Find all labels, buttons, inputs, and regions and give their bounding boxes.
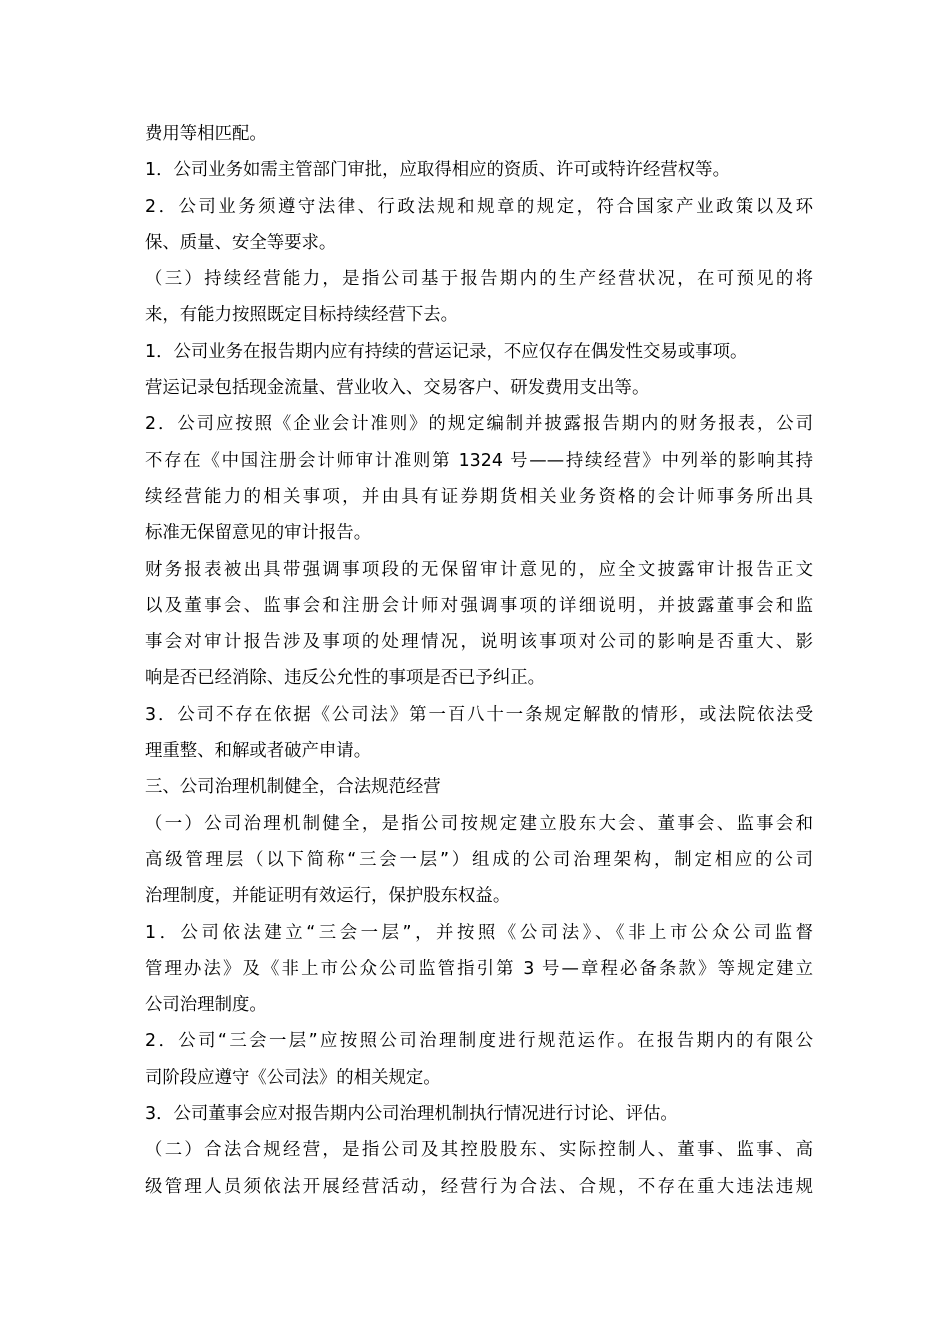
text-line: 1．公司业务在报告期内应有持续的营运记录，不应仅存在偶发性交易或事项。 [145,341,748,362]
text-line: 理重整、和解或者破产申请。 [145,741,372,762]
document-page [145,116,813,1205]
text-line: 营运记录包括现金流量、营业收入、交易客户、研发费用支出等。 [145,378,650,399]
text-line: 管理办法》及《非上市公众公司监管指引第 3 号—章程必备条款》等规定建立 [145,958,813,979]
text-line: 保、质量、安全等要求。 [145,232,337,253]
text-line: 不存在《中国注册会计师审计准则第 1324 号——持续经营》中列举的影响其持 [145,450,813,471]
text-line: （二）合法合规经营，是指公司及其控股股东、实际控制人、董事、监事、高 [145,1140,813,1161]
text-line: 标准无保留意见的审计报告。 [145,523,372,544]
text-line: 3．公司董事会应对报告期内公司治理机制执行情况进行讨论、评估。 [145,1104,678,1125]
text-line: 级管理人员须依法开展经营活动，经营行为合法、合规，不存在重大违法违规 [145,1176,813,1197]
text-line: 响是否已经消除、违反公允性的事项是否已予纠正。 [145,668,545,689]
text-line: 2．公司应按照《企业会计准则》的规定编制并披露报告期内的财务报表，公司 [145,414,813,435]
text-line: 司阶段应遵守《公司法》的相关规定。 [145,1067,441,1088]
text-line: 2．公司业务须遵守法律、行政法规和规章的规定，符合国家产业政策以及环 [145,196,813,217]
text-line: 2．公司“三会一层”应按照公司治理制度进行规范运作。在报告期内的有限公 [145,1031,813,1052]
text-line: （三）持续经营能力，是指公司基于报告期内的生产经营状况，在可预见的将 [145,269,813,290]
text-line: 以及董事会、监事会和注册会计师对强调事项的详细说明，并披露董事会和监 [145,595,813,616]
text-line: 续经营能力的相关事项，并由具有证券期货相关业务资格的会计师事务所出具 [145,486,813,507]
section-heading: 三、公司治理机制健全，合法规范经营 [145,777,441,798]
text-line: 事会对审计报告涉及事项的处理情况，说明该事项对公司的影响是否重大、影 [145,632,813,653]
text-line: 公司治理制度。 [145,995,267,1016]
text-line: 3．公司不存在依据《公司法》第一百八十一条规定解散的情形，或法院依法受 [145,704,813,725]
text-line: 来，有能力按照既定目标持续经营下去。 [145,305,459,326]
text-line: 费用等相匹配。 [145,124,267,144]
text-line: 治理制度，并能证明有效运行，保护股东权益。 [145,886,511,907]
text-line: 财务报表被出具带强调事项段的无保留审计意见的，应全文披露审计报告正文 [145,559,813,580]
text-line: 1．公司业务如需主管部门审批，应取得相应的资质、许可或特许经营权等。 [145,160,730,181]
text-line: （一）公司治理机制健全，是指公司按规定建立股东大会、董事会、监事会和 [145,813,813,834]
text-line: 1．公司依法建立“三会一层”，并按照《公司法》、《非上市公众公司监督 [145,922,813,943]
text-line: 高级管理层（以下简称“三会一层”）组成的公司治理架构，制定相应的公司 [145,849,813,870]
